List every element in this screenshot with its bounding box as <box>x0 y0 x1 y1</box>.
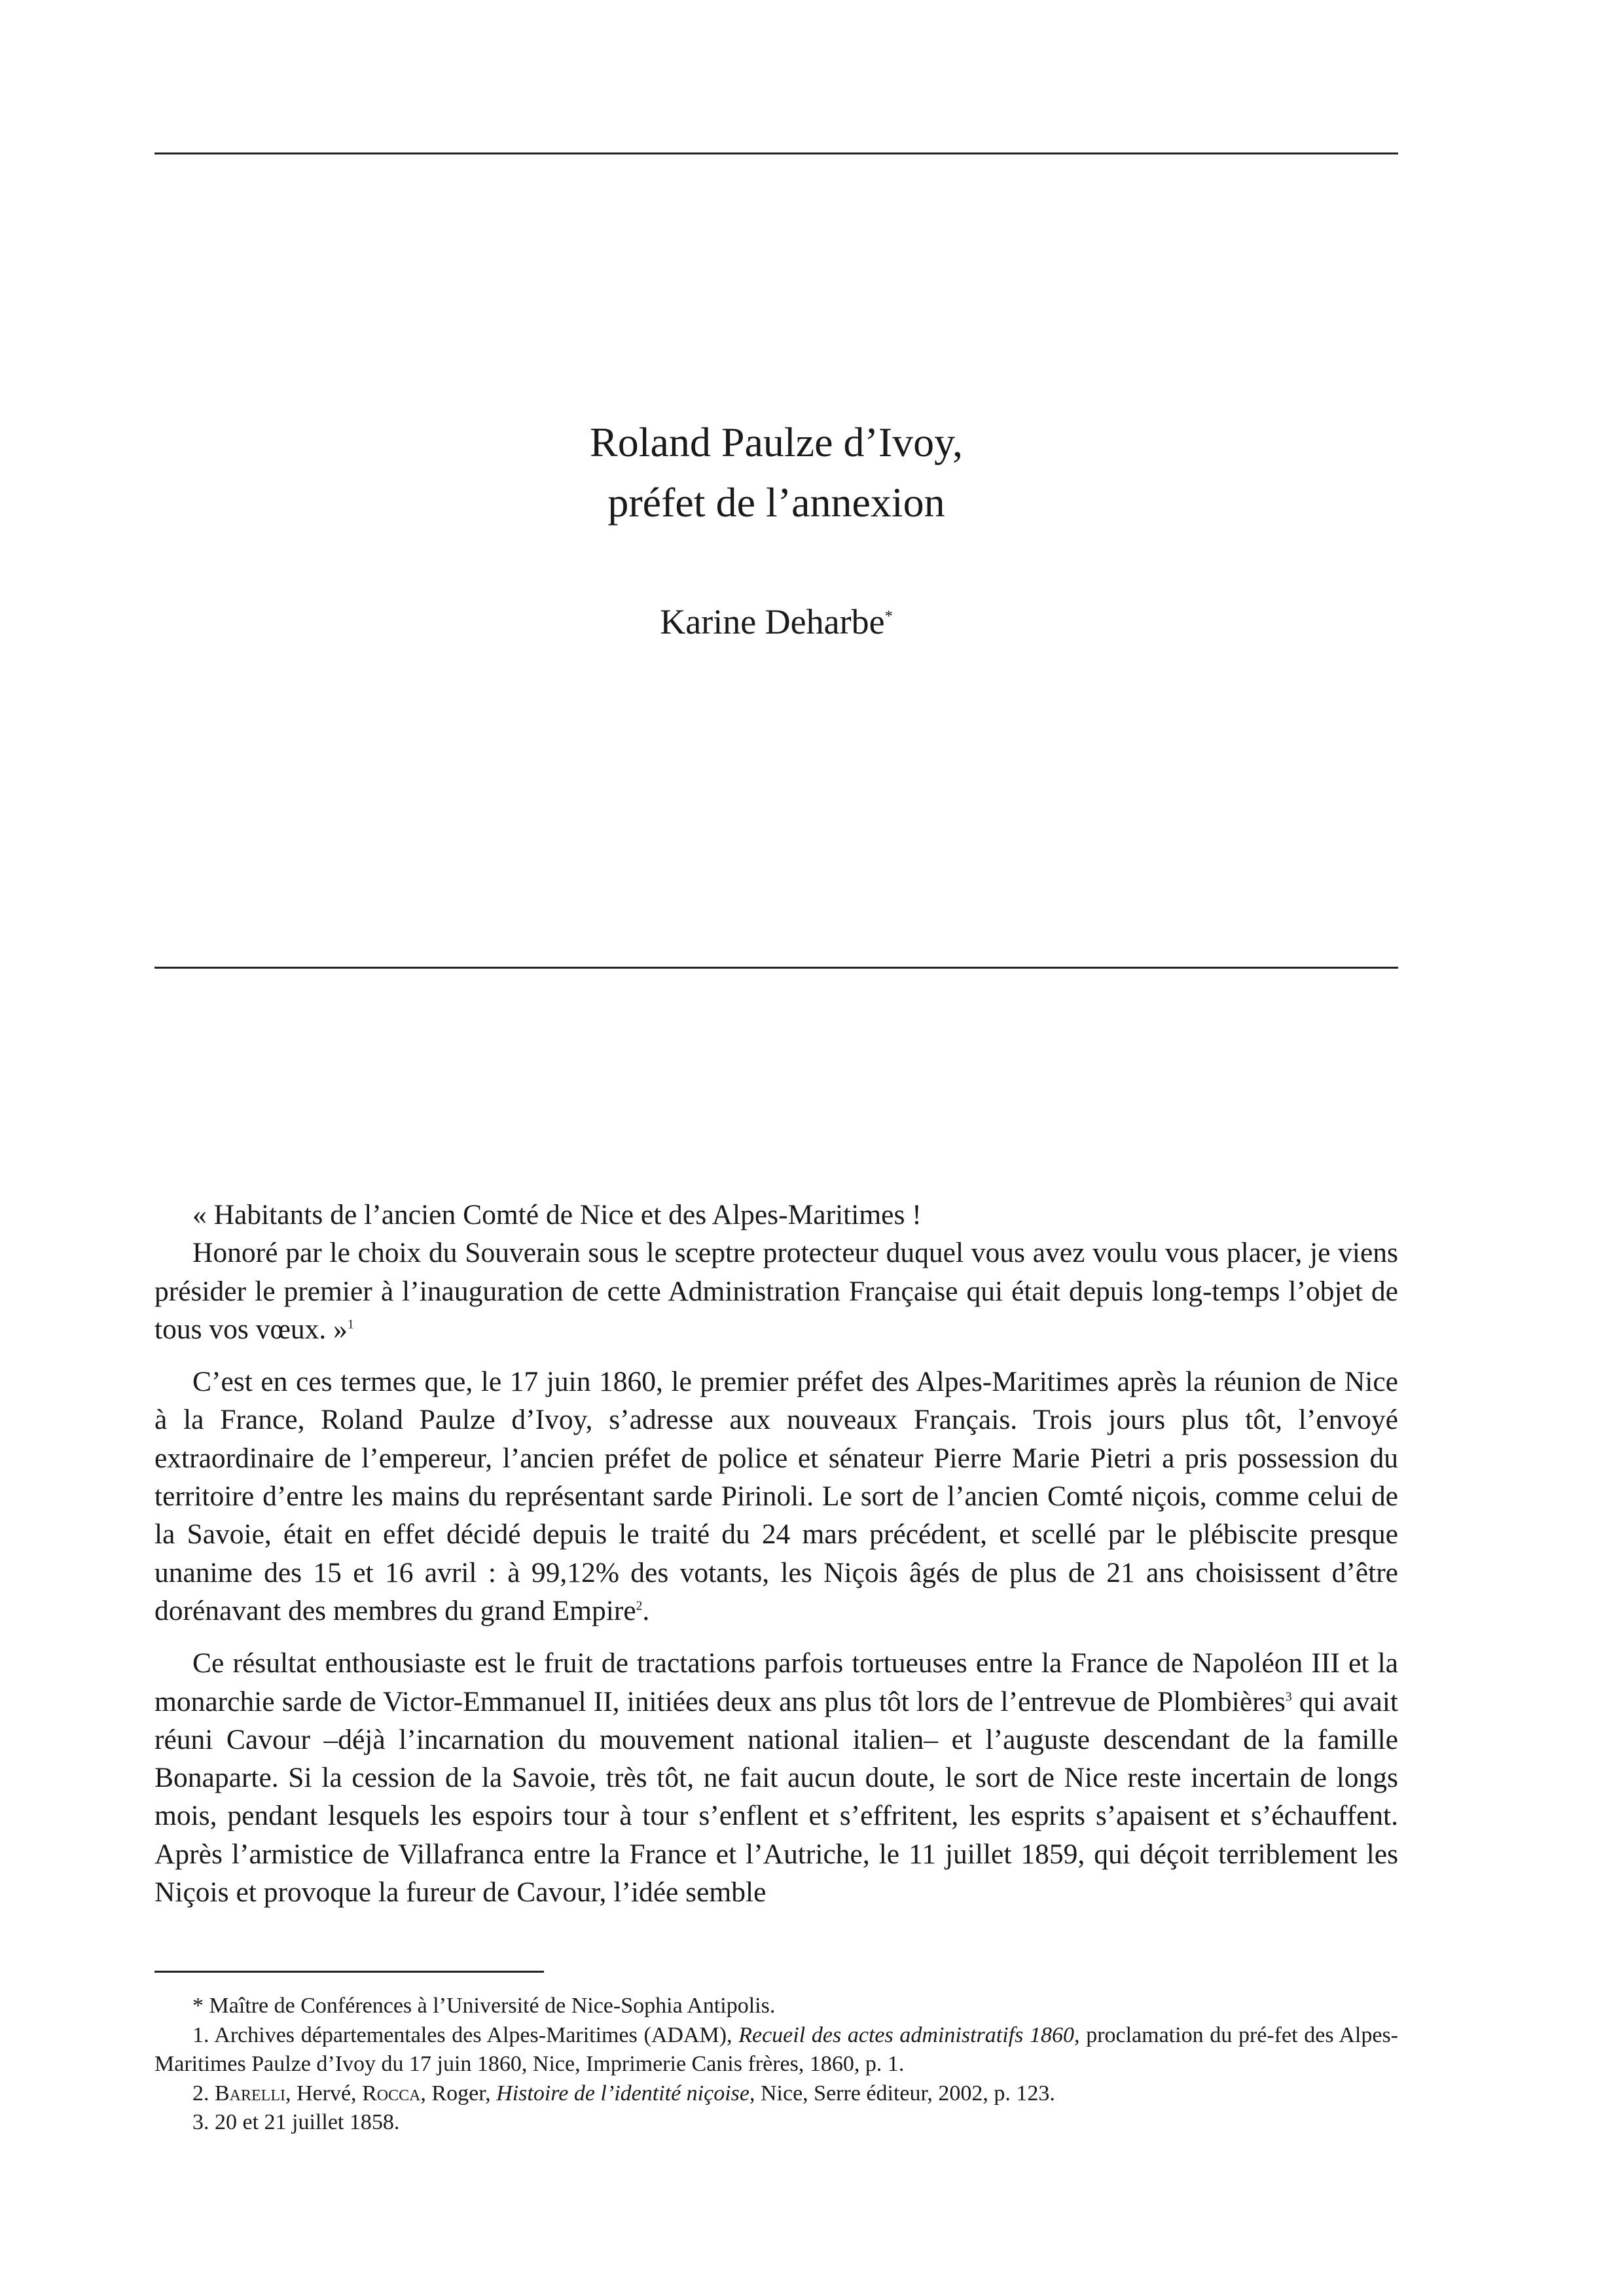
author-text: Karine Deharbe <box>660 602 885 641</box>
quote-paragraph-1: « Habitants de l’ancien Comté de Nice et des Alpes-Maritimes ! <box>192 1199 922 1230</box>
footnote-2 <box>154 2079 1398 2109</box>
paragraph-1-end: . <box>642 1594 650 1626</box>
footnote-1-rest: proclamation du pré-fet des Alpes-Maritimes Paulze d’Ivoy du 17 juin 1860, Nice, Imprimerie Canis frères, 1860, p. 1. <box>154 2022 1398 2076</box>
top-rule <box>154 152 1398 154</box>
footnote-1-text: 1. Archives départementales des Alpes-Maritimes (ADAM), <box>192 2022 739 2047</box>
paragraph-2-text-b: qui avait réuni Cavour –déjà l’incarnation du mouvement national italien– et l’auguste descendant de la famille Bonaparte. Si la cession de la Savoie, très tôt, ne fait aucun doute, le sort de Nice reste incertain de longs mois, pendant lesquels les espoirs tour à tour s’enflent et s’effritent, les esprits s’apaisent et s’échauffent. Après l’armistice de Villafranca entre la France et l’Autriche, le 11 juillet 1859, qui déçoit terriblement les Niçois et provoque la fureur de Cavour, l’idée semble <box>154 1685 1398 1909</box>
footnote-2-author-1: Barelli <box>215 2081 285 2106</box>
quote-text: Honoré par le choix du Souverain sous le sceptre protecteur duquel vous avez voulu vous placer, je viens présider le premier à l’inauguration de cette Administration Française qui était depuis long-temps l’objet de tous vos vœux. » <box>154 1237 1398 1345</box>
footnote-star: * Maître de Conférences à l’Université de Nice-Sophia Antipolis. <box>192 1994 776 2018</box>
paragraph-1-text: C’est en ces termes que, le 17 juin 1860, le premier préfet des Alpes-Maritimes après la réunion de Nice à la France, Roland Paulze d’Ivoy, s’adresse aux nouveaux Français. Trois jours plus tôt, l’envoyé extraordinaire de l’empereur, l’ancien préfet de police et sénateur Pierre Marie Pietri a pris possession du territoire d’entre les mains du représentant sarde Pirinoli. Le sort de l’ancien Comté niçois, comme celui de la Savoie, était en effet décidé depuis le traité du 24 mars précédent, et scellé par le plébiscite presque unanime des 15 et 16 avril : à 99,12% des votants, les Niçois âgés de plus de 21 ans choisissent d’être dorénavant des membres du grand Empire <box>154 1366 1398 1626</box>
footnotes <box>154 1992 1398 2138</box>
bottom-rule <box>154 967 1398 969</box>
footnote-ref-3: 3 <box>1285 1690 1292 1704</box>
footnote-ref-1: 1 <box>347 1318 354 1332</box>
footnote-2-number: 2. <box>192 2081 215 2106</box>
author-footnote-mark: * <box>884 607 893 625</box>
footnote-3: 3. 20 et 21 juillet 1858. <box>192 2110 400 2134</box>
body-paragraph-1 <box>154 1363 1398 1630</box>
article-title <box>154 412 1398 533</box>
title-line-1: Roland Paulze d’Ivoy, <box>590 419 963 465</box>
footnote-1 <box>154 2021 1398 2079</box>
footnote-separator <box>154 1971 544 1973</box>
quote-paragraph-2 <box>154 1234 1398 1348</box>
footnote-2-text-c: , Nice, Serre éditeur, 2002, p. 123. <box>749 2081 1055 2106</box>
paragraph-2-text-a: Ce résultat enthousiaste est le fruit de tractations parfois tortueuses entre la France de Napoléon III et la monarchie sarde de Victor-Emmanuel II, initiées deux ans plus tôt lors de l’entrevue de Plombières <box>154 1647 1398 1717</box>
article-body <box>154 1196 1398 1911</box>
footnote-2-text-b: , Roger, <box>420 2081 497 2106</box>
footnote-2-author-2: Rocca <box>362 2081 421 2106</box>
footnote-1-title: Recueil des actes administratifs 1860, <box>738 2022 1080 2047</box>
author-name <box>154 599 1398 645</box>
title-line-2: préfet de l’annexion <box>607 479 945 526</box>
footnote-2-title: Histoire de l’identité niçoise <box>496 2081 749 2106</box>
body-paragraph-2 <box>154 1644 1398 1911</box>
footnote-2-text-a: , Hervé, <box>285 2081 363 2106</box>
footnote-ref-2: 2 <box>636 1599 643 1613</box>
